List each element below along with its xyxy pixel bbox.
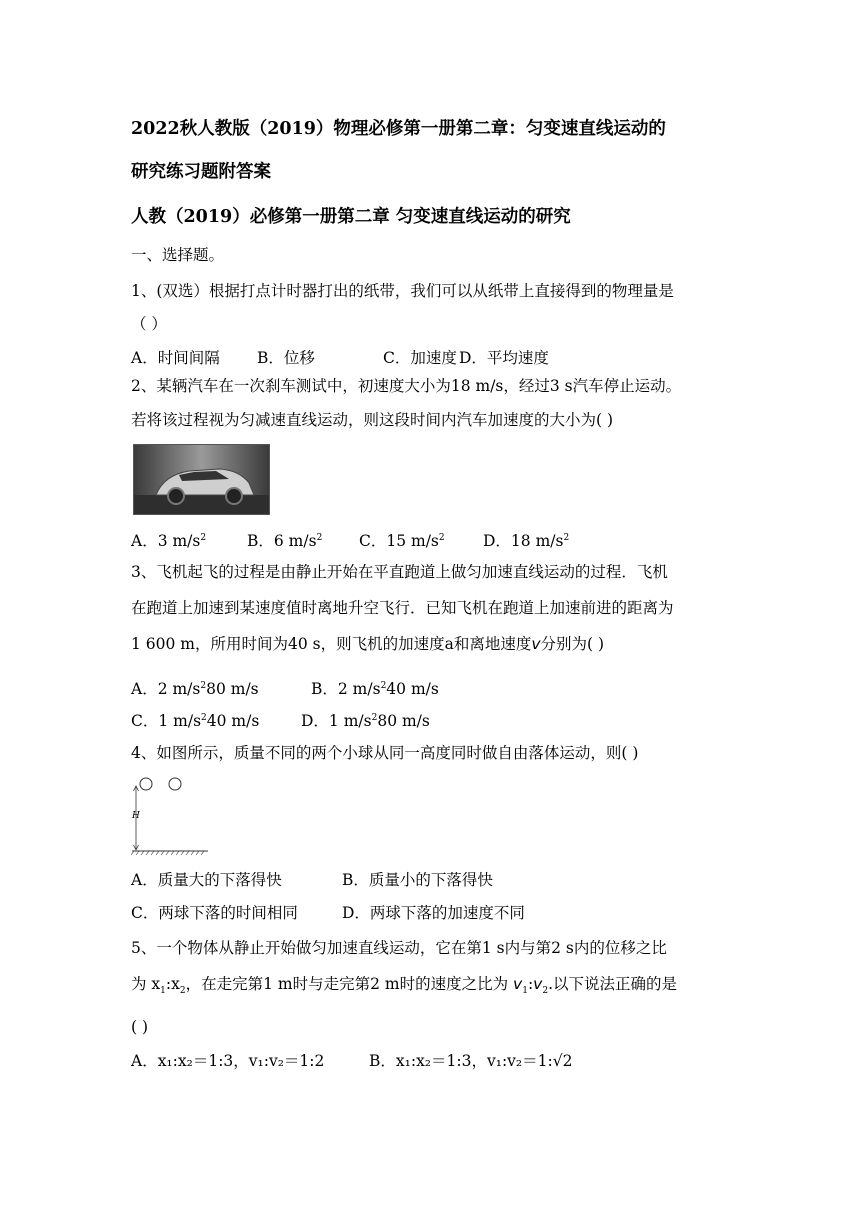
section-heading: 一、选择题。	[131, 246, 225, 264]
q2-options	[131, 527, 569, 552]
q3-option-a: A．2 $m/s^280$ m/s	[131, 680, 259, 699]
q3-line-2: 在跑道上加速到某速度值时离地升空飞行．已知飞机在跑道上加速前进的距离为	[131, 599, 674, 617]
q4-option-b: B．质量小的下落得快	[342, 871, 493, 889]
q5-line-2: 为 $x_1:x_2$，在走完第1 m时与走完第2 m时的速度之比为 $v_1:v_2$.以下说法正确的是	[131, 975, 678, 997]
q3-option-d: D．1 $m/s^280$ m/s	[301, 712, 430, 731]
q4-options-ab	[131, 869, 493, 891]
q5-options	[131, 1050, 572, 1072]
height-label: H	[132, 811, 140, 821]
q1-line-1: 1、(双选）根据打点计时器打出的纸带，我们可以从纸带上直接得到的物理量是	[131, 282, 674, 300]
q4-option-c: C．两球下落的时间相同	[131, 904, 298, 922]
q1-option-c: C．加速度	[383, 349, 457, 367]
q2-line-1: 2、某辆汽车在一次刹车测试中，初速度大小为18 m/s，经过3 s汽车停止运动。	[131, 377, 682, 395]
falling-balls-diagram	[128, 772, 208, 862]
car-image	[133, 444, 270, 515]
q5-option-a: A．x₁:x₂＝1:3，v₁:v₂＝1:2	[131, 1052, 325, 1070]
q2-line-2: 若将该过程视为匀减速直线运动，则这段时间内汽车加速度的大小为( )	[131, 411, 614, 429]
q3-options-ab	[131, 675, 439, 700]
q1-line-2: （ ）	[131, 315, 167, 333]
q3-option-c: C．1 $m/s^240$ m/s	[131, 712, 260, 731]
q1-option-d: D．平均速度	[459, 349, 549, 367]
q4-option-a: A．质量大的下落得快	[131, 871, 282, 889]
q2-option-b: B．6 $m/s^2$	[247, 532, 323, 551]
q2-option-d: D．18 $m/s^2$	[483, 532, 570, 551]
q3-options-cd	[131, 707, 430, 732]
q4-option-d: D．两球下落的加速度不同	[342, 904, 525, 922]
q2-option-c: C．15 $m/s^2$	[359, 532, 445, 551]
q1-option-a: A．时间间隔	[131, 349, 220, 367]
q4-line-1: 4、如图所示，质量不同的两个小球从同一高度同时做自由落体运动，则( )	[131, 744, 639, 762]
title-line-1: 2022秋人教版（2019）物理必修第一册第二章：匀变速直线运动的	[131, 119, 666, 139]
q5-line-3: ( )	[131, 1018, 149, 1036]
q5-line-1: 5、一个物体从静止开始做匀加速直线运动，它在第1 s内与第2 s内的位移之比	[131, 939, 667, 957]
q1-options	[131, 347, 549, 369]
q3-option-b: B．2 $m/s^240$ m/s	[311, 680, 439, 699]
q4-options-cd	[131, 902, 525, 924]
q3-line-1: 3、飞机起飞的过程是由静止开始在平直跑道上做匀加速直线运动的过程．飞机	[131, 563, 668, 581]
q5-option-b: B．x₁:x₂＝1:3，v₁:v₂＝1:√2	[369, 1052, 573, 1070]
q1-option-b: B．位移	[257, 349, 315, 367]
title-line-2: 研究练习题附答案	[131, 162, 271, 182]
q3-line-3: 1 600 m，所用时间为40 s，则飞机的加速度a和离地速度v分别为( )	[131, 635, 605, 653]
subtitle: 人教（2019）必修第一册第二章 匀变速直线运动的研究	[131, 207, 571, 227]
q2-option-a: A．3 $m/s^2$	[131, 532, 207, 551]
